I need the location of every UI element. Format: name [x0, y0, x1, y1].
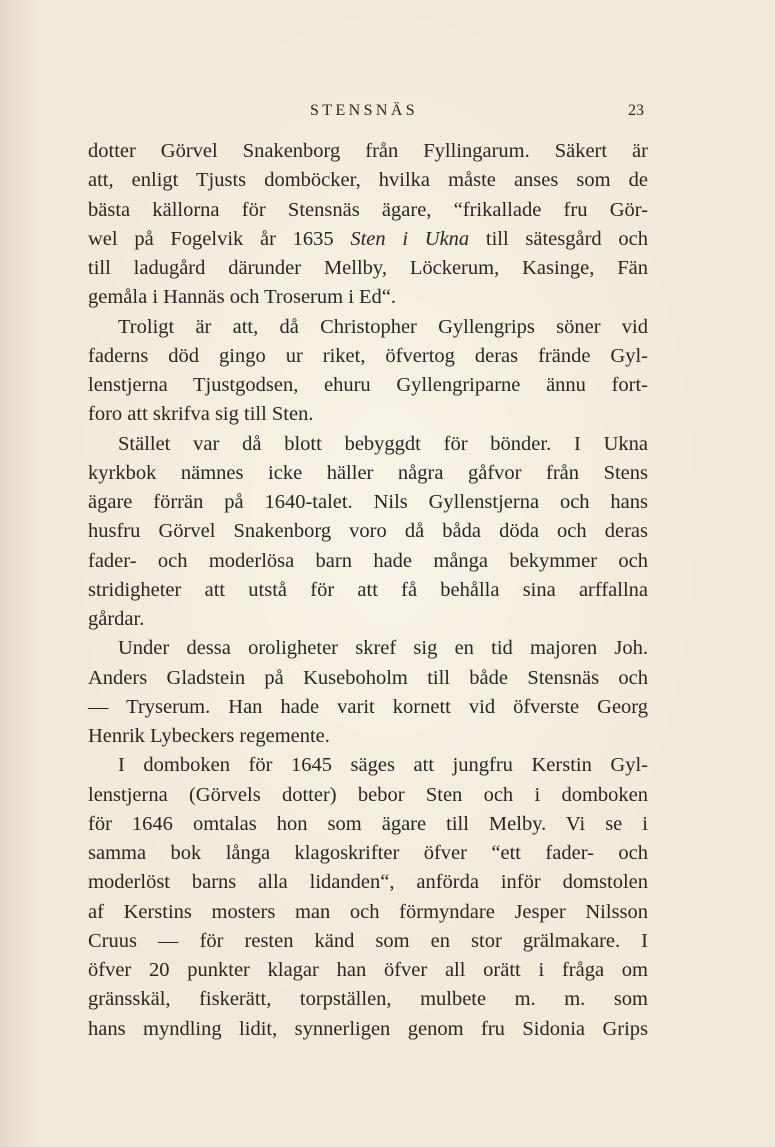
- text-line: Stället var då blott bebyggdt för bönder. I Ukna: [118, 432, 648, 455]
- text-line: gemåla i Hannäs och Troserum i Ed“.: [88, 286, 397, 309]
- text-line: gränsskäl, fiskerätt, torpställen, mulbete m. m. som: [88, 988, 648, 1011]
- text-line: gårdar.: [88, 608, 145, 630]
- page-number: 23: [628, 102, 644, 119]
- italic-place-name: Sten i Ukna: [350, 227, 470, 250]
- text-line: lenstjerna Tjustgodsen, ehuru Gyllengriparne ännu fort-: [88, 374, 648, 396]
- text-line: moderlöst barns alla lidanden“, anförda inför domstolen: [88, 871, 648, 894]
- body-text: [88, 137, 648, 1044]
- text-line: Troligt är att, då Christopher Gyllengrips söner vid: [118, 315, 648, 338]
- text-line: till ladugård därunder Mellby, Löckerum, Kasinge, Fän: [88, 257, 648, 279]
- text-line: öfver 20 punkter klagar han öfver all orätt i fråga om: [88, 959, 648, 981]
- text-line: husfru Görvel Snakenborg voro då båda döda och deras: [88, 520, 648, 543]
- text-line: Under dessa oroligheter skref sig en tid majoren Joh.: [118, 637, 648, 660]
- text-line: samma bok långa klagoskrifter öfver “ett fader- och: [88, 842, 648, 864]
- text-line: [88, 225, 648, 254]
- text-line: hans myndling lidit, synnerligen genom fru Sidonia Grips: [88, 1017, 648, 1040]
- text-line: fader- och moderlösa barn hade många bekymmer och: [88, 549, 648, 572]
- text-line: — Tryserum. Han hade varit kornett vid öfverste Georg: [88, 695, 648, 718]
- text-line: Anders Gladstein på Kuseboholm till både Stensnäs och: [88, 666, 648, 689]
- text-line: kyrkbok nämnes icke häller några gåfvor från Stens: [88, 461, 648, 484]
- text-line: bästa källorna för Stensnäs ägare, “frikallade fru Gör-: [88, 198, 648, 221]
- text-line: I domboken för 1645 säges att jungfru Kerstin Gyl-: [118, 754, 648, 777]
- text-line: af Kerstins mosters man och förmyndare Jesper Nilsson: [88, 900, 648, 923]
- text-line: lenstjerna (Görvels dotter) bebor Sten och i domboken: [88, 783, 648, 806]
- text-line: Henrik Lybeckers regemente.: [88, 725, 330, 747]
- text-line: faderns död gingo ur riket, öfvertog deras frände Gyl-: [88, 344, 648, 367]
- text-segment: wel på Fogelvik år 1635: [88, 227, 351, 250]
- text-line: dotter Görvel Snakenborg från Fyllingarum. Säkert är: [88, 140, 648, 162]
- running-head: [0, 98, 775, 124]
- running-head-title: STENSNÄS: [310, 102, 419, 119]
- text-line: foro att skrifva sig till Sten.: [88, 403, 314, 426]
- text-line: ägare förrän på 1640-talet. Nils Gyllenstjerna och hans: [88, 491, 648, 513]
- text-line: att, enligt Tjusts domböcker, hvilka måste anses som de: [88, 169, 648, 192]
- text-line: stridigheter att utstå för att få behålla sina arffallna: [88, 578, 648, 601]
- text-line: för 1646 omtalas hon som ägare till Melby. Vi se i: [88, 812, 648, 835]
- text-segment: till sätesgård och: [469, 227, 648, 250]
- text-line: Cruus — för resten känd som en stor grälmakare. I: [88, 929, 648, 952]
